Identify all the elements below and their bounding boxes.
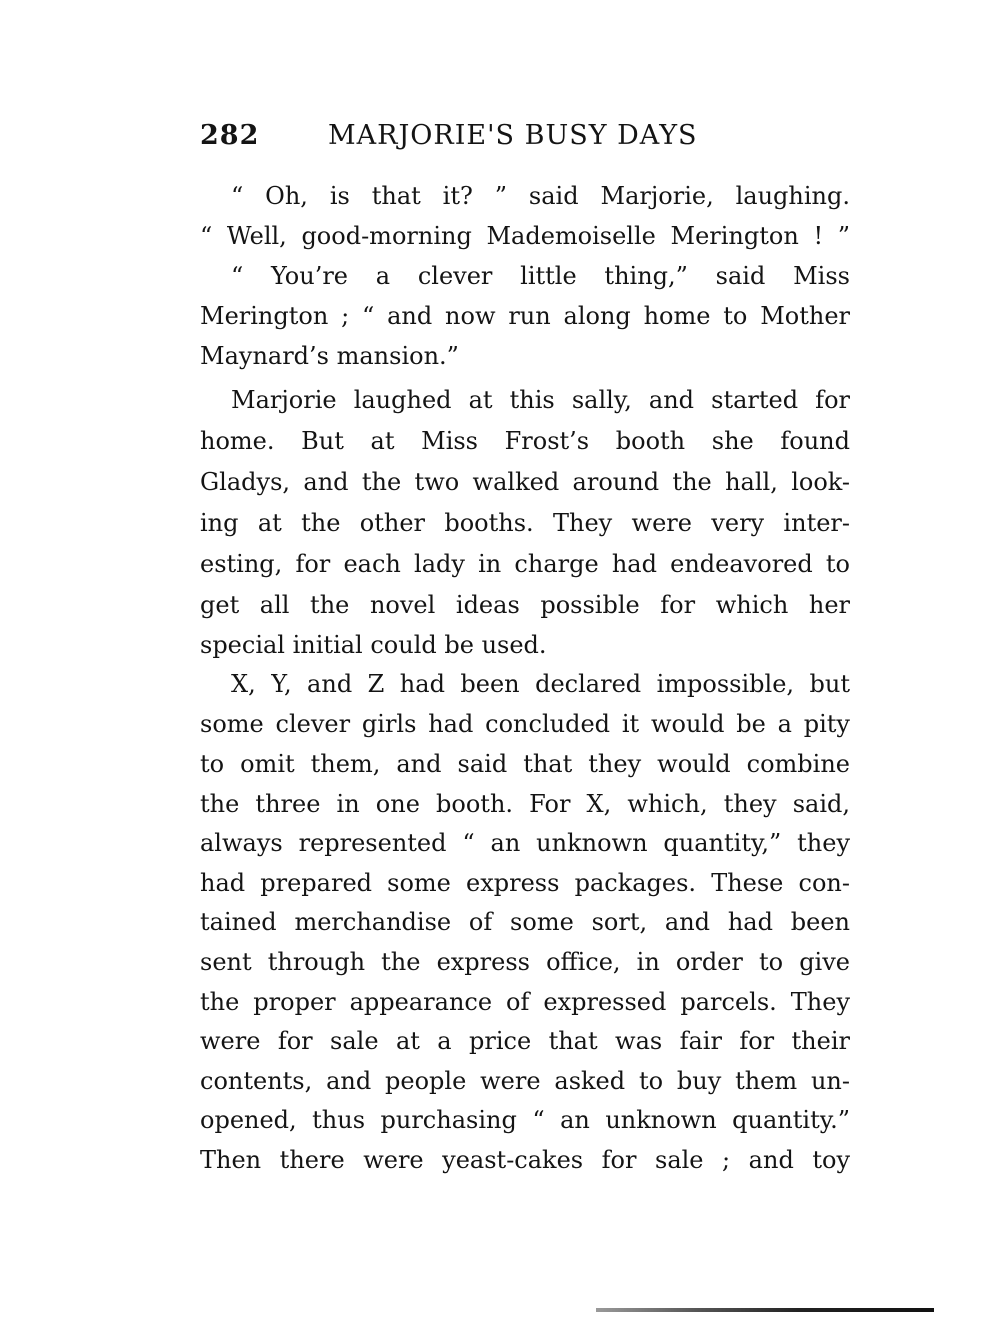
text-line: had prepared some express packages. These con- — [200, 869, 850, 897]
text-line: ing at the other booths. They were very inter- — [200, 509, 850, 537]
text-line: tained merchandise of some sort, and had been — [200, 908, 850, 936]
text-line: “ Oh, is that it? ” said Marjorie, laughing. — [231, 182, 850, 210]
running-title: MARJORIE'S BUSY DAYS — [328, 120, 698, 151]
text-line: X, Y, and Z had been declared impossible, but — [231, 670, 850, 698]
text-line: get all the novel ideas possible for which her — [200, 591, 850, 619]
text-line: were for sale at a price that was fair for their — [200, 1027, 850, 1055]
text-line: “ Well, good-morning Mademoiselle Merington ! ” — [200, 222, 850, 250]
text-line: sent through the express office, in order to give — [200, 948, 850, 976]
text-line: Then there were yeast-cakes for sale ; and toy — [200, 1146, 850, 1174]
text-line: some clever girls had concluded it would be a pity — [200, 710, 850, 738]
text-line: special initial could be used. — [200, 631, 547, 659]
page-header — [200, 114, 860, 158]
text-line: contents, and people were asked to buy them un- — [200, 1067, 850, 1095]
text-line: Maynard’s mansion.” — [200, 342, 459, 370]
text-line: “ You’re a clever little thing,” said Miss — [231, 262, 850, 290]
page-number: 282 — [200, 120, 260, 151]
scan-edge-rule — [596, 1308, 934, 1312]
text-line: always represented “ an unknown quantity,” they — [200, 829, 850, 857]
text-line: the three in one booth. For X, which, they said, — [200, 790, 850, 818]
text-line: opened, thus purchasing “ an unknown quantity.” — [200, 1106, 850, 1134]
text-line: home. But at Miss Frost’s booth she found — [200, 427, 850, 455]
text-line: esting, for each lady in charge had endeavored to — [200, 550, 850, 578]
text-line: Gladys, and the two walked around the hall, look- — [200, 468, 850, 496]
text-line: the proper appearance of expressed parcels. They — [200, 988, 850, 1016]
text-line: Marjorie laughed at this sally, and started for — [231, 386, 850, 414]
text-line: Merington ; “ and now run along home to Mother — [200, 302, 850, 330]
text-line: to omit them, and said that they would combine — [200, 750, 850, 778]
